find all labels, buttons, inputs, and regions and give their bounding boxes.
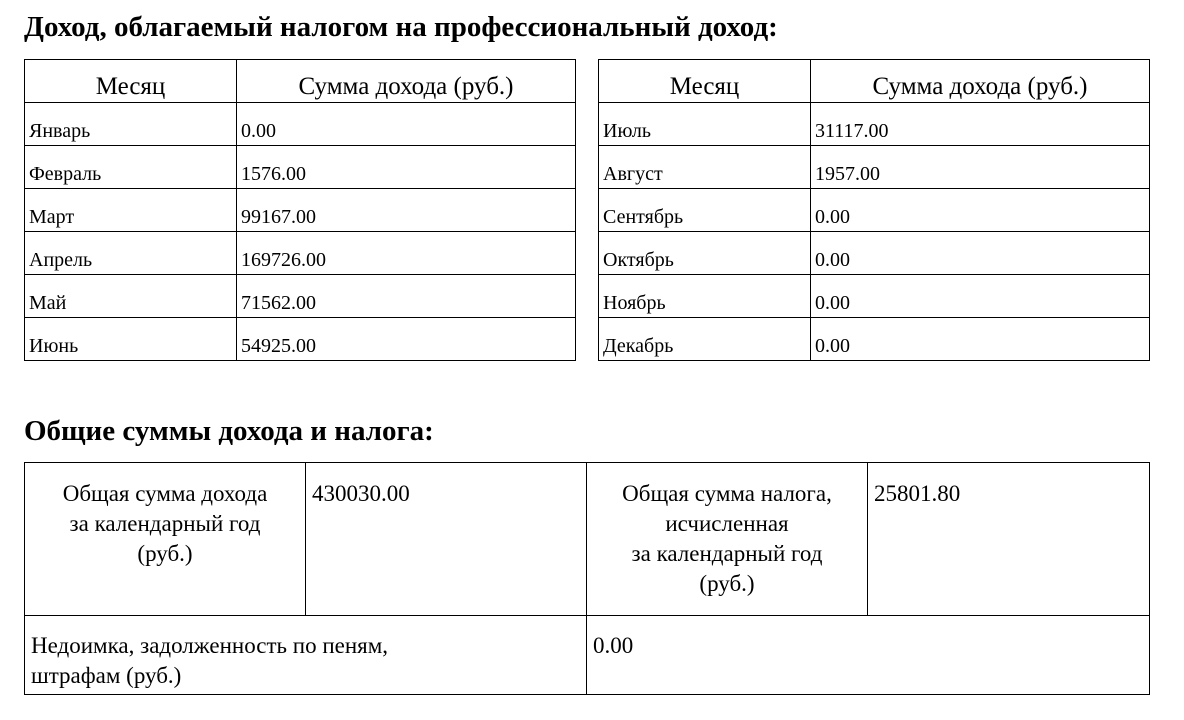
table-row <box>25 275 576 318</box>
table-row <box>25 232 576 275</box>
month-cell: Август <box>599 146 811 189</box>
amount-cell: 99167.00 <box>237 189 576 232</box>
table-row <box>599 232 1150 275</box>
amount-cell: 1957.00 <box>811 146 1150 189</box>
label-line: Недоимка, задолженность по пеням, <box>31 633 389 658</box>
column-header-month: Месяц <box>599 60 811 103</box>
month-cell: Май <box>25 275 237 318</box>
month-cell: Июнь <box>25 318 237 361</box>
month-cell: Октябрь <box>599 232 811 275</box>
total-income-label <box>25 463 306 616</box>
table-header-row <box>25 60 576 103</box>
table-row <box>599 275 1150 318</box>
amount-cell: 169726.00 <box>237 232 576 275</box>
month-cell: Март <box>25 189 237 232</box>
month-cell: Февраль <box>25 146 237 189</box>
table-row <box>25 318 576 361</box>
table-row <box>599 146 1150 189</box>
arrears-value: 0.00 <box>587 616 1150 695</box>
label-line: Общая сумма дохода <box>62 481 268 506</box>
label-line: (руб.) <box>137 541 193 566</box>
total-tax-value: 25801.80 <box>868 463 1150 616</box>
amount-cell: 0.00 <box>811 189 1150 232</box>
column-header-amount: Сумма дохода (руб.) <box>237 60 576 103</box>
label-line: Общая сумма налога, <box>622 481 832 506</box>
amount-cell: 0.00 <box>811 318 1150 361</box>
table-row <box>599 189 1150 232</box>
amount-cell: 31117.00 <box>811 103 1150 146</box>
label-line: исчисленная <box>665 511 789 536</box>
income-table-jan-jun <box>24 59 576 361</box>
total-tax-label <box>587 463 868 616</box>
month-cell: Ноябрь <box>599 275 811 318</box>
table-row <box>599 318 1150 361</box>
table-header-row <box>599 60 1150 103</box>
label-line: штрафам (руб.) <box>31 663 182 688</box>
totals-table <box>24 462 1150 695</box>
table-row <box>25 103 576 146</box>
label-line: (руб.) <box>699 571 755 596</box>
month-cell: Апрель <box>25 232 237 275</box>
label-line: за календарный год <box>69 511 261 536</box>
totals-row <box>25 463 1150 616</box>
amount-cell: 0.00 <box>811 232 1150 275</box>
month-cell: Июль <box>599 103 811 146</box>
month-cell: Декабрь <box>599 318 811 361</box>
income-section-title: Доход, облагаемый налогом на профессиональный доход: <box>24 11 778 43</box>
month-cell: Январь <box>25 103 237 146</box>
totals-section-title: Общие суммы дохода и налога: <box>24 415 434 447</box>
column-header-amount: Сумма дохода (руб.) <box>811 60 1150 103</box>
table-row <box>599 103 1150 146</box>
arrears-label <box>25 616 587 695</box>
amount-cell: 0.00 <box>811 275 1150 318</box>
income-table-jul-dec <box>598 59 1150 361</box>
amount-cell: 71562.00 <box>237 275 576 318</box>
label-line: за календарный год <box>631 541 823 566</box>
column-header-month: Месяц <box>25 60 237 103</box>
amount-cell: 1576.00 <box>237 146 576 189</box>
table-row <box>25 189 576 232</box>
amount-cell: 54925.00 <box>237 318 576 361</box>
month-cell: Сентябрь <box>599 189 811 232</box>
total-income-value: 430030.00 <box>306 463 587 616</box>
amount-cell: 0.00 <box>237 103 576 146</box>
arrears-row <box>25 616 1150 695</box>
table-row <box>25 146 576 189</box>
